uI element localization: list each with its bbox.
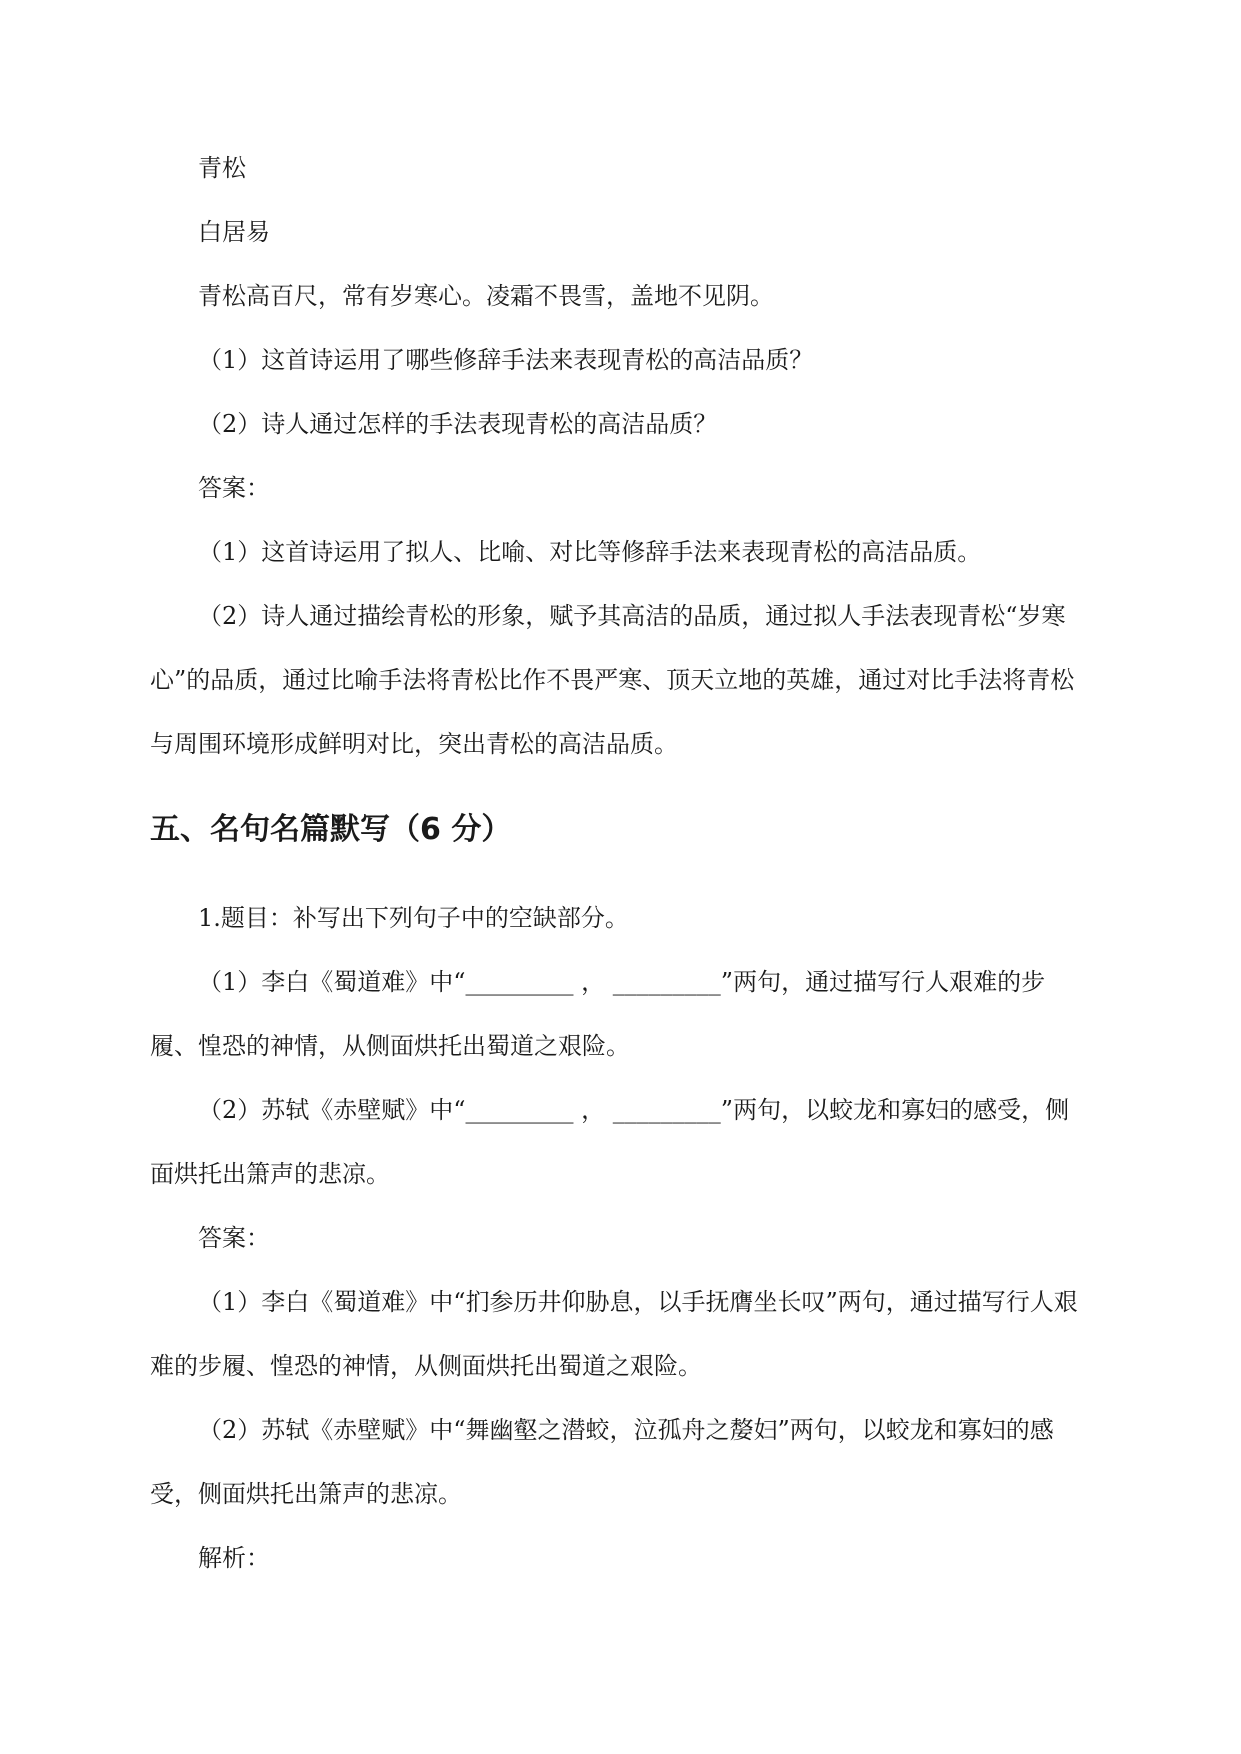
- poem-author: 白居易: [198, 218, 270, 246]
- poem-answer-label: 答案：: [198, 474, 270, 502]
- section-heading: 五、名句名篇默写（6 分）: [150, 812, 512, 847]
- poem-text: 青松高百尺，常有岁寒心。凌霜不畏雪，盖地不见阴。: [198, 282, 774, 310]
- fill-question-1: （1）李白《蜀道难》中“_________ ， _________”两句，通过描写行人艰难的步履、惶恐的神情，从侧面烘托出蜀道之艰险。: [150, 968, 1046, 1060]
- poem-title: 青松: [198, 154, 246, 182]
- fill-answer-2: （2）苏轼《赤壁赋》中“舞幽壑之潜蛟，泣孤舟之嫠妇”两句，以蛟龙和寡妇的感受，侧面烘托出箫声的悲凉。: [150, 1416, 1054, 1508]
- fill-answer-1: （1）李白《蜀道难》中“扪参历井仰胁息，以手抚膺坐长叹”两句，通过描写行人艰难的步履、惶恐的神情，从侧面烘托出蜀道之艰险。: [150, 1288, 1078, 1380]
- fill-question-2: （2）苏轼《赤壁赋》中“_________ ， _________”两句，以蛟龙和寡妇的感受，侧面烘托出箫声的悲凉。: [150, 1096, 1070, 1188]
- fill-answer-label: 答案：: [198, 1224, 270, 1252]
- section-prompt: 1.题目：补写出下列句子中的空缺部分。: [198, 904, 629, 932]
- poem-question-1: （1）这首诗运用了哪些修辞手法来表现青松的高洁品质？: [198, 346, 814, 374]
- poem-answer-2: （2）诗人通过描绘青松的形象，赋予其高洁的品质，通过拟人手法表现青松“岁寒心”的品质，通过比喻手法将青松比作不畏严寒、顶天立地的英雄，通过对比手法将青松与周围环境形成鲜明对比，突出青松的高洁品质。: [150, 602, 1075, 758]
- analysis-label: 解析：: [198, 1544, 270, 1572]
- poem-answer-1: （1）这首诗运用了拟人、比喻、对比等修辞手法来表现青松的高洁品质。: [198, 538, 982, 566]
- poem-question-2: （2）诗人通过怎样的手法表现青松的高洁品质？: [198, 410, 718, 438]
